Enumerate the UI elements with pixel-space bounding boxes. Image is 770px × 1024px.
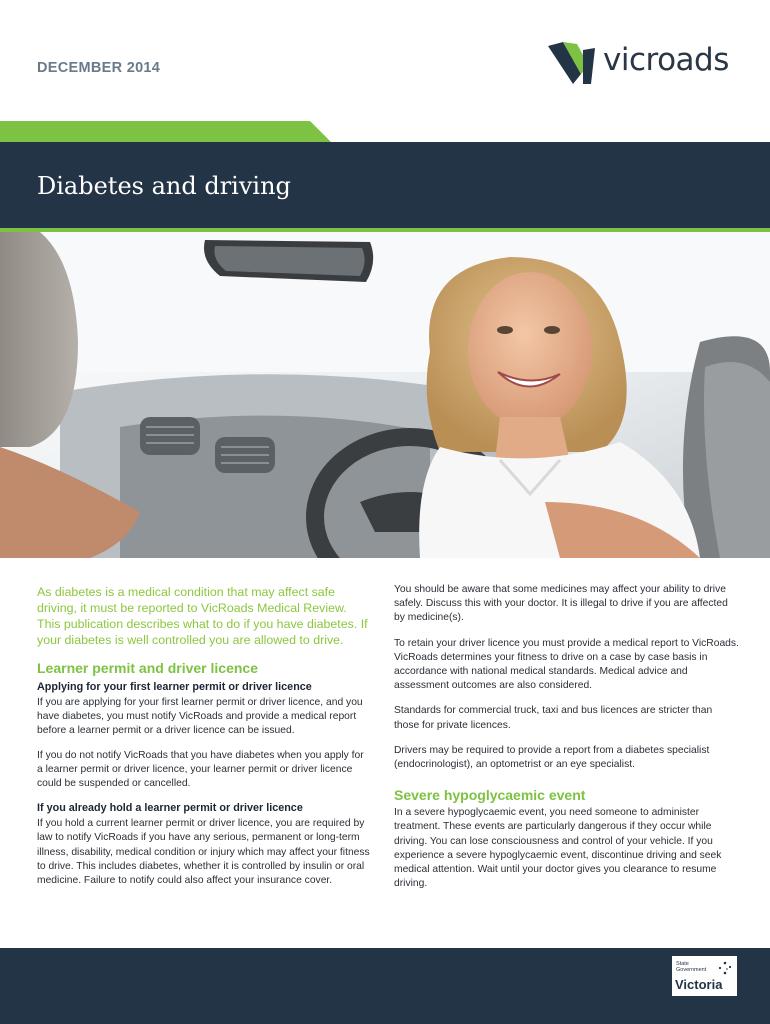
section-heading-learner-permit: Learner permit and driver licence xyxy=(37,660,258,676)
subheading-first-permit: Applying for your first learner permit or driver licence xyxy=(37,681,312,693)
victoria-government-logo xyxy=(672,956,737,996)
woman-driving-photo xyxy=(0,232,770,558)
paragraph-hypoglycaemic: In a severe hypoglycaemic event, you need someone to administer treatment. These events are particularly dangerous if they occur while driving. You can lose consciousness and control of your vehicle. If you experience a severe hypoglycaemic event, discontinue driving and seek medical attention. Wait until your doctor gives you clearance to resume driving. xyxy=(394,807,722,890)
paragraph-medicines: You should be aware that some medicines may affect your ability to drive safely. Discuss this with your doctor. It is illegal to drive if you are affected by medicine(s). xyxy=(394,584,728,624)
intro-paragraph: As diabetes is a medical condition that may affect safe driving, it must be reported to VicRoads Medical Review. This publication describes what to do if you have diabetes. If your diabetes is well controlled you are allowed to drive. xyxy=(37,585,368,647)
footer-band xyxy=(0,948,770,1024)
paragraph-already-hold: If you hold a current learner permit or driver licence, you are required by law to notify VicRoads if you have any serious, permanent or long-term illness, disability, medical condition or injury which may affect your fitness to drive. This includes diabetes, whether it is controlled by insulin or oral medicine. Failure to notify could also affect your insurance cover. xyxy=(37,818,370,887)
page-title: Diabetes and driving xyxy=(37,172,291,200)
green-accent-band xyxy=(0,121,770,142)
vicroads-chevron-icon xyxy=(543,38,603,88)
publication-date: DECEMBER 2014 xyxy=(37,60,161,76)
paragraph-not-notify: If you do not notify VicRoads that you have diabetes when you apply for a learner permit or driver licence, your learner permit or driver licence could be suspended or cancelled. xyxy=(37,749,364,790)
paragraph-commercial-standards: Standards for commercial truck, taxi and bus licences are stricter than those for private licences. xyxy=(394,705,713,731)
vicroads-logo xyxy=(543,38,743,88)
paragraph-specialist-report: Drivers may be required to provide a report from a diabetes specialist (endocrinologist), an optometrist or an eye specialist. xyxy=(394,744,710,771)
paragraph-retain-licence: To retain your driver licence you must provide a medical report to VicRoads. VicRoads determines your fitness to drive on a case by case basis in accordance with national medical standards. Medical advice and assessment outcomes are also considered. xyxy=(394,637,739,692)
vicroads-logo-text: vicroads xyxy=(603,42,729,78)
paragraph-first-permit: If you are applying for your first learner permit or driver licence, and you have diabetes, you must notify VicRoads and provide a medical report before a learner permit or a driver licence can be issued. xyxy=(37,697,363,737)
southern-cross-icon xyxy=(716,960,734,978)
right-column xyxy=(394,583,739,891)
left-column xyxy=(37,584,372,888)
section-heading-hypoglycaemic: Severe hypoglycaemic event xyxy=(394,787,586,804)
subheading-already-hold: If you already hold a learner permit or driver licence xyxy=(37,802,303,815)
victoria-label: Victoria xyxy=(675,977,723,992)
state-government-label: State Government xyxy=(676,961,707,973)
